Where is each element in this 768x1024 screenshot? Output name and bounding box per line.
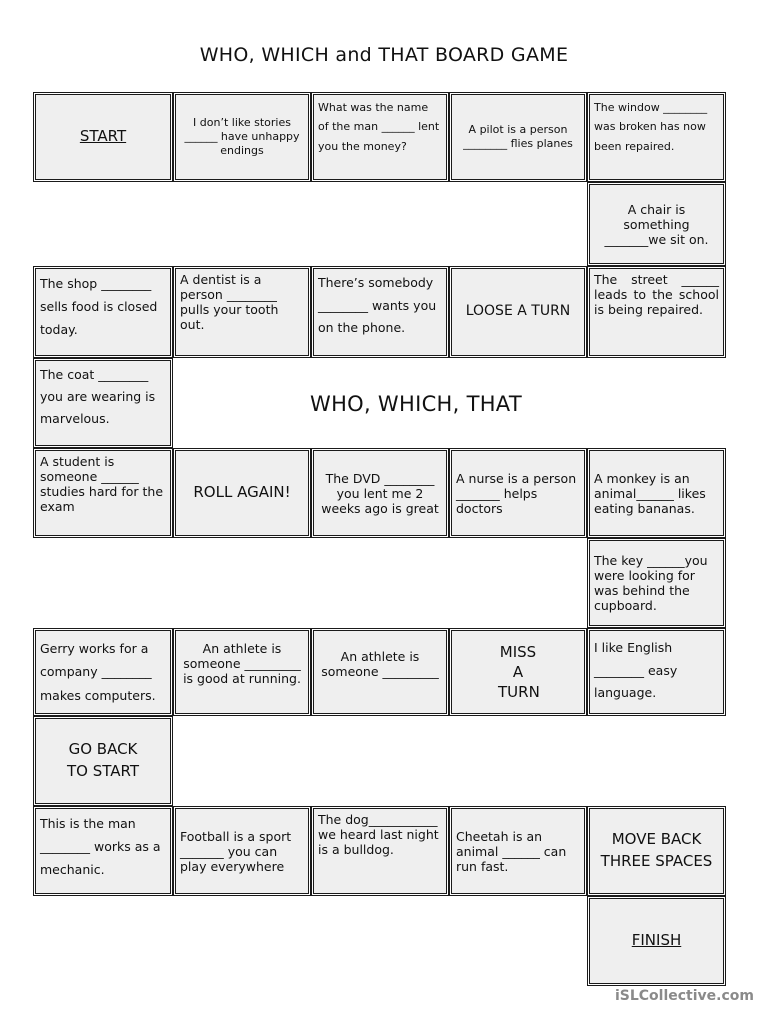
cell-text: LOOSE A TURN [465,303,571,320]
cell-text: A monkey is an animal______ likes eating bananas. [594,470,706,516]
cell-text: GO BACK TO START [66,740,139,780]
board-cell [587,538,726,628]
board-cell [311,628,449,716]
board-cell-move-back [587,806,726,896]
board-cell [587,448,726,538]
cell-text: The street ______ leads to the school is being repaired. [594,272,719,317]
cell-text: The key ______you were looking for was behind the cupboard. [594,553,708,613]
cell-text: Gerry works for a company ________ makes computers. [40,641,156,703]
cell-text: ROLL AGAIN! [193,483,291,502]
board-cell-miss-turn [449,628,587,716]
cell-text: The DVD ________ you lent me 2 weeks ago is great [321,470,439,516]
board-cell [33,806,173,896]
start-label: START [79,127,127,146]
board-cell [33,628,173,716]
cell-text: What was the name of the man ______ lent you the money? [318,101,440,153]
board-cell [587,628,726,716]
board-cell [33,358,173,448]
cell-text: The coat ________ you are wearing is marvelous. [40,367,156,426]
cell-text: A pilot is a person ________ flies planes [463,122,573,150]
board-cell [587,92,726,182]
cell-text: The shop ________ sells food is closed today. [40,276,158,338]
board-cell [33,448,173,538]
board-cell [449,806,587,896]
board-cell-roll-again [173,448,311,538]
cell-text: MOVE BACK THREE SPACES [600,830,713,870]
cell-text: MISS A TURN [498,642,540,702]
cell-text: A dentist is a person ________ pulls your tooth out. [180,272,279,332]
board-cell [311,448,449,538]
cell-text: A chair is something _______we sit on. [604,201,709,247]
board-cell-start [33,92,173,182]
board-cell [311,806,449,896]
cell-text: Cheetah is an animal ______ can run fast. [456,828,567,874]
board-cell [449,92,587,182]
cell-text: This is the man ________ works as a mechanic. [40,816,161,878]
board-cell-finish [587,896,726,986]
board-cell [33,266,173,358]
watermark: iSLCollective.com [614,988,754,1004]
board-cell [173,806,311,896]
board-cell [173,266,311,358]
board-cell [173,628,311,716]
cell-text: I like English ________ easy language. [594,640,678,700]
cell-text: The dog___________ we heard last night is a bulldog. [318,812,439,857]
page-title: WHO, WHICH and THAT BOARD GAME [199,44,569,66]
board-cell [311,266,449,358]
cell-text: An athlete is someone _________ [321,649,439,679]
board-cell-loose-turn [449,266,587,358]
board-cell [587,182,726,266]
board-cell [449,448,587,538]
cell-text: I don’t like stories ______ have unhappy endings [184,115,300,158]
cell-text: The window ________ was broken has now been repaired. [594,101,708,153]
board-cell [173,92,311,182]
cell-text: A student is someone ______ studies hard for the exam [40,454,164,514]
board-cell-go-back [33,716,173,806]
cell-text: Football is a sport _______ you can play everywhere [180,828,292,874]
cell-text: There’s somebody ________ wants you on the phone. [318,275,437,335]
finish-label: FINISH [631,931,682,950]
board-cell [587,266,726,358]
cell-text: An athlete is someone _________ is good at running. [183,641,301,686]
cell-text: A nurse is a person _______ helps doctors [456,470,577,516]
board-cell [311,92,449,182]
center-title: WHO, WHICH, THAT [310,392,522,416]
